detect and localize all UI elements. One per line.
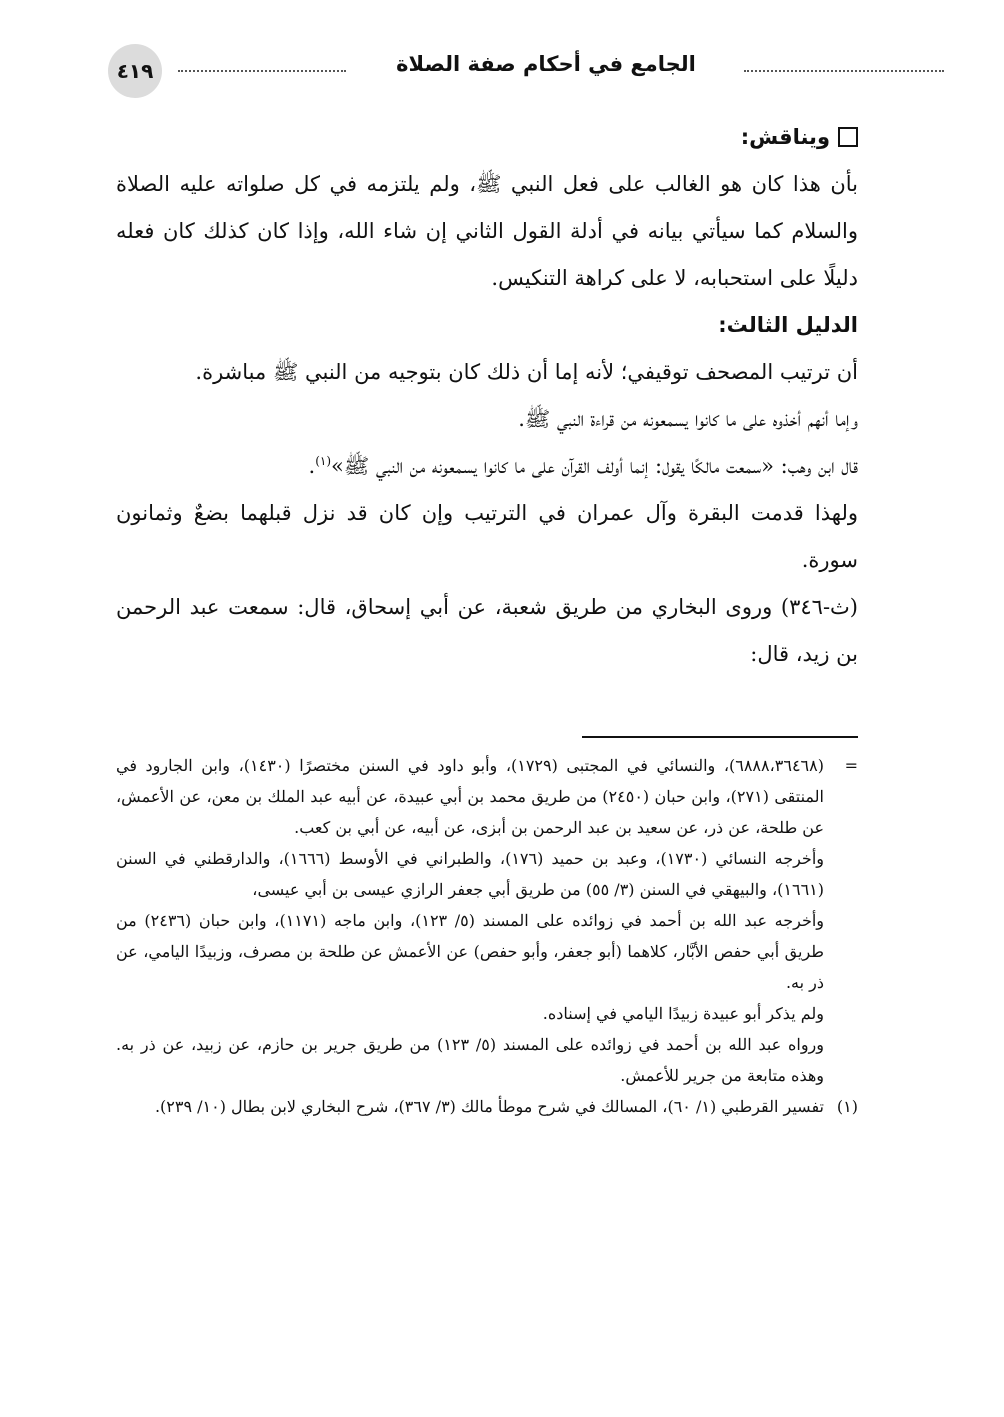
footnote-1-text: تفسير القرطبي (١/ ٦٠)، المسالك في شرح موطأ مالك (٣/ ٣٦٧)، شرح البخاري لابن بطال (١٠/ ٢٣٩). [154,1097,824,1116]
paragraph-6: (ث-٣٤٦) وروى البخاري من طريق شعبة، عن أبي إسحاق، قال: سمعت عبد الرحمن بن زيد، قال: [116,595,858,666]
footnote-1-mark: (١) [836,1097,858,1116]
header-dotted-rule-left [178,70,346,72]
paragraph-1: بأن هذا كان هو الغالب على فعل النبي ﷺ، ولم يلتزمه في كل صلواته عليه الصلاة والسلام كما سيأتي بيانه في أدلة القول الثاني إن شاء الله، وإذا كان كذلك كان فعله دليلًا على استحبابه، لا على كراهة التنكيس. [116,172,858,290]
running-title: الجامع في أحكام صفة الصلاة [396,52,696,76]
third-evidence-heading: الدليل الثالث: [718,313,858,337]
footnote-1 [116,1091,858,1122]
footnote-separator [582,736,858,738]
paragraph-5: ولهذا قدمت البقرة وآل عمران في الترتيب وإن كان قد نزل قبلهما بضعٌ وثمانون سورة. [116,501,858,572]
paragraph-4 [116,443,858,490]
page-header [108,44,844,98]
paragraph-4-text: قال ابن وهب: «سمعت مالكًا يقول: إنما أولف القرآن على ما كانوا يسمعونه من النبي ﷺ» [331,454,858,478]
checkbox-square-icon [838,127,858,147]
footnotes [116,750,858,1122]
paragraph-2: أن ترتيب المصحف توقيفي؛ لأنه إما أن ذلك كان بتوجيه من النبي ﷺ مباشرة. [195,360,858,384]
footnote-text-2: وأخرجه النسائي (١٧٣٠)، وعبد بن حميد (١٧٦)، والطبراني في الأوسط (١٦٦٦)، والدارقطني في السنن (١٦٦١)، والبيهقي في السنن (٣/ ٥٥) من طريق أبي جعفر الرازي عيسى بن أبي عيسى، [116,849,824,899]
discussion-heading [116,114,858,161]
paragraph-4-period: . [308,454,316,478]
header-dotted-rule-right [744,70,944,72]
footnote-text-5: ورواه عبد الله بن أحمد في زوائده على المسند (٥/ ١٢٣) من طريق جرير بن حازم، عن زبيد، عن ذر به. وهذه متابعة من جرير للأعمش. [116,1035,824,1085]
footnote-ref-1[interactable]: (١) [315,454,332,468]
footnote-text-1: (٦٨٨٨،٣٦٤٦٨)، والنسائي في المجتبى (١٧٢٩)، وأبو داود في السنن مختصرًا (١٤٣٠)، وابن الجارود في المنتقى (٢٧١)، وابن حبان (٢٤٥٠) من طريق محمد بن أبي عبيدة، عن أبيه عبد الملك بن معن، عن الأعمش، عن طلحة، عن ذر، عن سعيد بن عبد الرحمن بن أبزى، عن أبيه، عن أبي بن كعب. [116,756,824,837]
footnote-text-4: ولم يذكر أبو عبيدة زبيدًا اليامي في إسناده. [542,1004,824,1023]
paragraph-3: وإما أنهم أخذوه على ما كانوا يسمعونه من قراءة النبي ﷺ. [518,407,858,431]
footnote-text-3: وأخرجه عبد الله بن أحمد في زوائده على المسند (٥/ ١٢٣)، وابن ماجه (١١٧١)، وابن حبان (٢٤٣٦) من طريق أبي حفص الأبَّار، كلاهما (أبو جعفر، وأبو حفص) عن الأعمش عن طلحة بن مصرف، وزبيدًا اليامي، عن ذر به. [116,911,825,992]
page-number-badge: ٤١٩ [108,44,162,98]
footnote-continuation [116,750,858,843]
continuation-mark: = [844,756,858,775]
discussion-heading-label: ويناقش: [740,125,830,149]
main-text [116,114,858,678]
